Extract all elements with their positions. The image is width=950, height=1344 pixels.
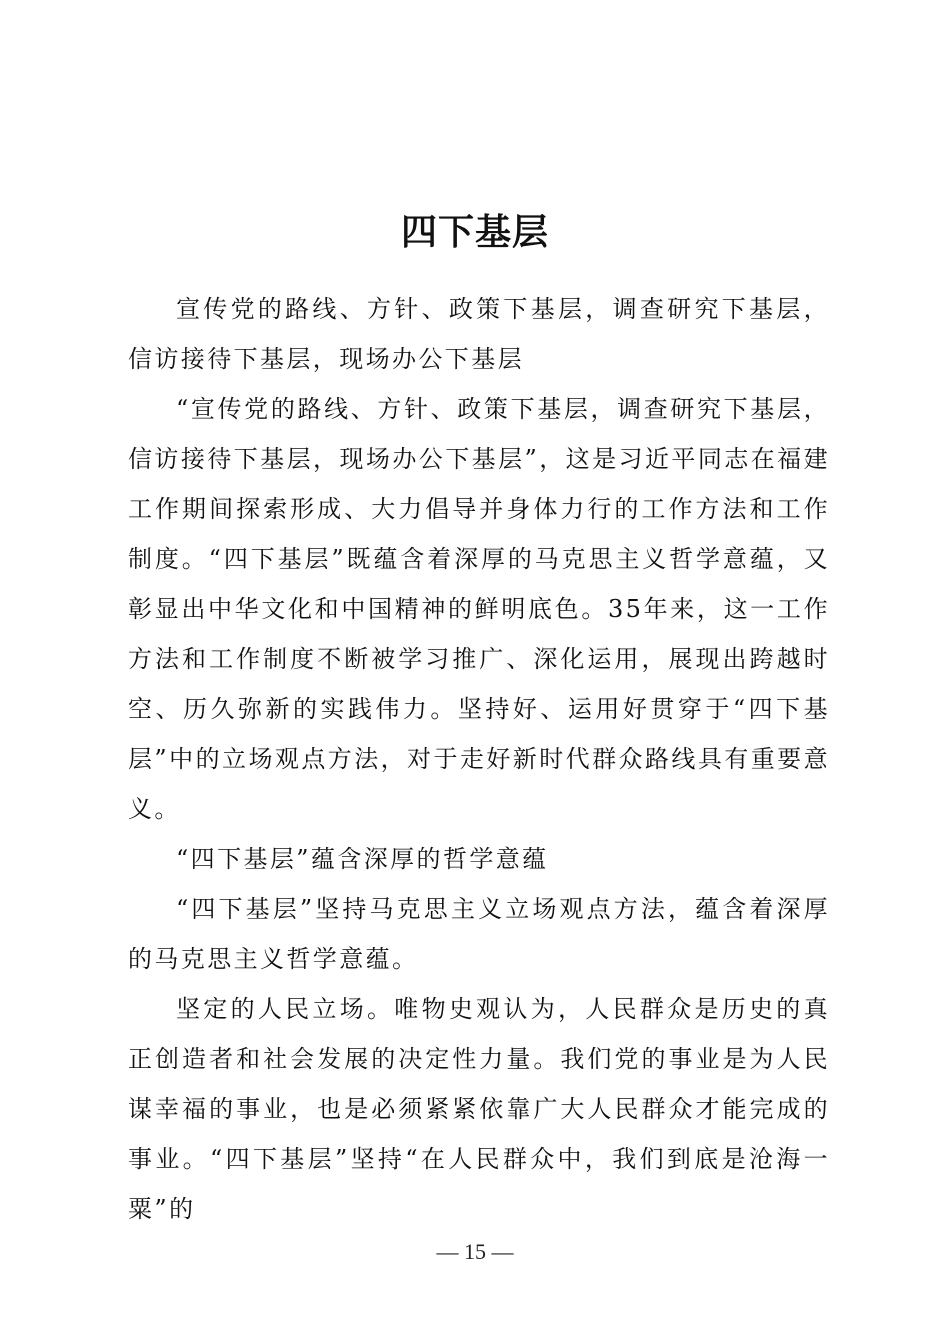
paragraph-summary: “四下基层”坚持马克思主义立场观点方法，蕴含着深厚的马克思主义哲学意蕴。	[128, 895, 830, 973]
paragraph-subtitle-line: 宣传党的路线、方针、政策下基层，调查研究下基层，信访接待下基层，现场办公下基层	[128, 295, 830, 373]
page-number: — 15 —	[436, 1239, 514, 1264]
section-heading: “四下基层”蕴含深厚的哲学意蕴	[176, 845, 549, 873]
paragraph-intro: “宣传党的路线、方针、政策下基层，调查研究下基层，信访接待下基层，现场办公下基层”，这是习近平同志在福建工作期间探索形成、大力倡导并身体力行的工作方法和工作制度。“四下基层”既蕴含着深厚的马克思主义哲学意蕴，又彰显出中华文化和中国精神的鲜明底色。35年来，这一工作方法和工作制度不断被学习推广、深化运用，展现出跨越时空、历久弥新的实践伟力。坚持好、运用好贯穿于“四下基层”中的立场观点方法，对于走好新时代群众路线具有重要意义。	[128, 395, 830, 823]
document-title: 四下基层	[400, 212, 549, 254]
document-body	[128, 284, 830, 1234]
paragraph-people-stance: 坚定的人民立场。唯物史观认为，人民群众是历史的真正创造者和社会发展的决定性力量。我们党的事业是为人民谋幸福的事业，也是必须紧紧依靠广大人民群众才能完成的事业。“四下基层”坚持“在人民群众中，我们到底是沧海一粟”的	[128, 995, 830, 1223]
